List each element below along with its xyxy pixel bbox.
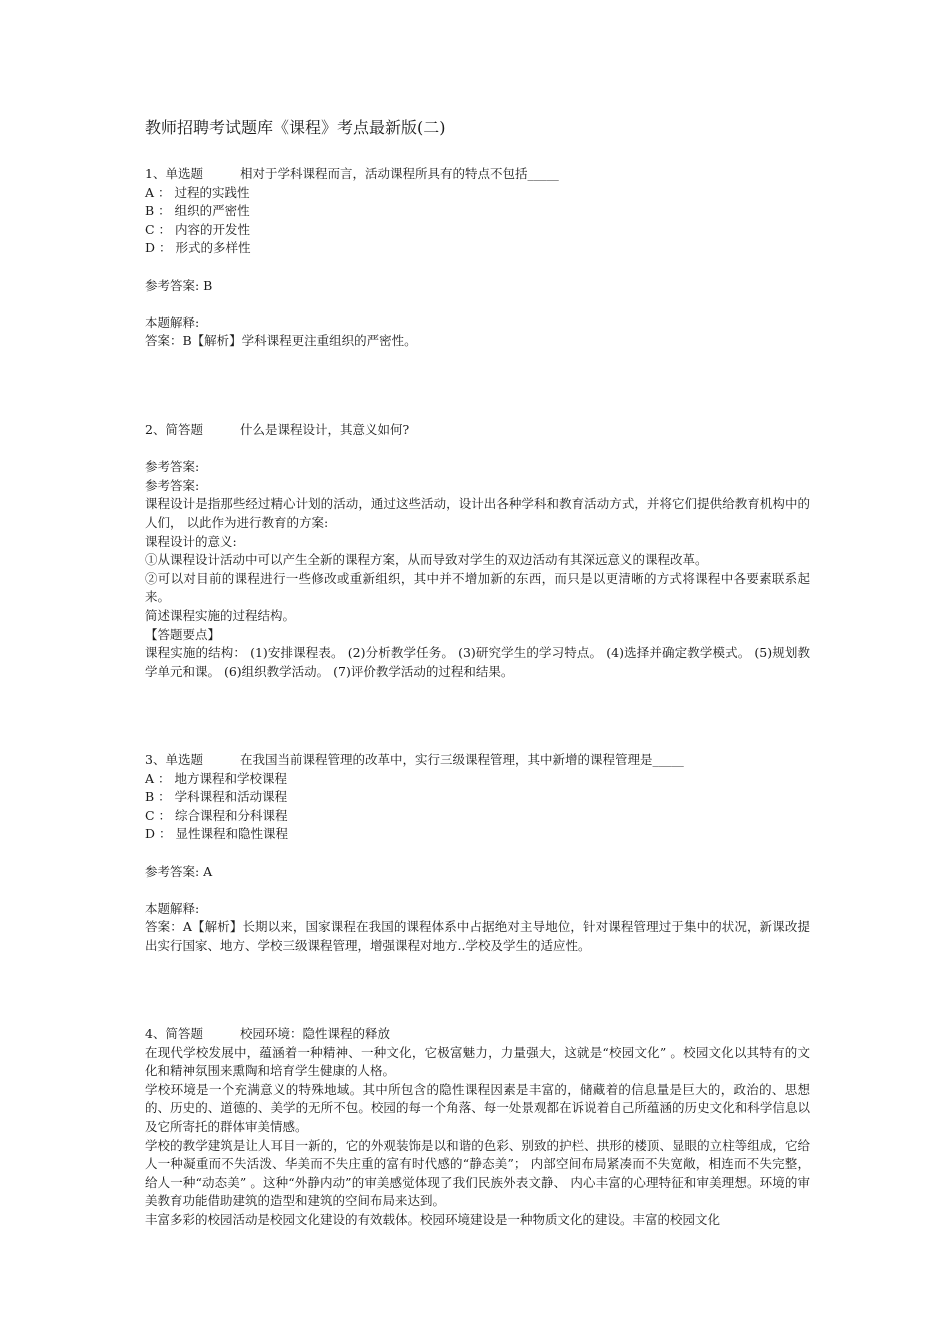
answer-line: 【答题要点】 <box>145 626 221 642</box>
document-title: 教师招聘考试题库《课程》考点最新版(二) <box>145 118 446 137</box>
answer-line: 简述课程实施的过程结构。 <box>145 607 296 623</box>
question-stem: 校园环境：隐性课程的释放 <box>240 1026 391 1041</box>
explain-label: 本题解释: <box>145 900 200 916</box>
question-header <box>145 421 810 440</box>
option-c: C ： 内容的开发性 <box>145 221 251 237</box>
question-2 <box>145 421 810 681</box>
question-stem: 在我国当前课程管理的改革中，实行三级课程管理，其中新增的课程管理是_____ <box>240 752 684 767</box>
body-paragraph: 丰富多彩的校园活动是校园文化建设的有效载体。校园环境建设是一种物质文化的建设。丰富的校园文化 <box>145 1211 721 1227</box>
body-paragraph: 在现代学校发展中，蕴涵着一种精神、一种文化，它极富魅力，力量强大，这就是“校园文化” 。校园文化以其特有的文化和精神氛围来熏陶和培育学生健康的人格。 <box>145 1044 810 1079</box>
option-d: D ： 形式的多样性 <box>145 240 251 256</box>
answer-line: 课程实施的结构： (1)安排课程表。 (2)分析教学任务。 (3)研究学生的学习特点。 (4)选择并确定教学模式。 (5)规划教学单元和课。 (6)组织教学活动。 (7)评价教学活动的过程和结果。 <box>145 645 810 679</box>
answer-line: 课程设计是指那些经过精心计划的活动，通过这些活动，设计出各种学科和教育活动方式，并将它们提供给教育机构中的人们， 以此作为进行教育的方案: <box>145 496 810 530</box>
option-b: B ： 学科课程和活动课程 <box>145 789 288 805</box>
question-4 <box>145 1025 810 1230</box>
answer-line: 课程设计的意义: <box>145 533 237 549</box>
answer-line: 参考答案: <box>145 459 200 475</box>
explain-text: 答案：A【解析】长期以来，国家课程在我国的课程体系中占据绝对主导地位，针对课程管理过于集中的状况，新课改提出实行国家、地方、学校三级课程管理，增强课程对地方..学校及学生的适应性。 <box>145 919 810 953</box>
question-type: 2、简答题 <box>145 422 203 437</box>
option-d: D ： 显性课程和隐性课程 <box>145 826 288 842</box>
question-3 <box>145 751 810 956</box>
question-stem: 什么是课程设计，其意义如何? <box>240 422 410 437</box>
option-a: A ： 过程的实践性 <box>145 184 250 200</box>
reference-answer: 参考答案: A <box>145 863 213 879</box>
question-type: 4、简答题 <box>145 1026 203 1041</box>
question-stem: 相对于学科课程而言，活动课程所具有的特点不包括_____ <box>240 166 559 181</box>
explain-label: 本题解释: <box>145 314 200 330</box>
answer-line: 参考答案: <box>145 477 200 493</box>
question-type: 3、单选题 <box>145 752 203 767</box>
reference-answer: 参考答案: B <box>145 277 213 293</box>
option-c: C ： 综合课程和分科课程 <box>145 807 288 823</box>
question-header <box>145 165 810 184</box>
answer-line: ①从课程设计活动中可以产生全新的课程方案，从而导致对学生的双边活动有其深远意义的课程改革。 <box>145 552 708 568</box>
question-header <box>145 751 810 770</box>
option-a: A ： 地方课程和学校课程 <box>145 770 287 786</box>
option-b: B ： 组织的严密性 <box>145 203 250 219</box>
answer-line: ②可以对目前的课程进行一些修改或重新组织，其中并不增加新的东西，而只是以更清晰的方式将课程中各要素联系起来。 <box>145 570 810 605</box>
body-paragraph: 学校的教学建筑是让人耳目一新的，它的外观装饰是以和谐的色彩、别致的护栏、拱形的楼顶、显眼的立柱等组成，它给人一种凝重而不失活泼、华美而不失庄重的富有时代感的“静态美”； 内部空间布局紧凑而不失宽敞，相连而不失完整，给人一种“动态美” 。这种“外静内动”的审美感觉体现了我们民族外表文静、 内心丰富的心理特征和审美理想。环境的审美教育功能借助建筑的造型和建筑的空间布局来达到。 <box>145 1137 810 1209</box>
question-type: 1、单选题 <box>145 166 203 181</box>
explain-text: 答案：B【解析】学科课程更注重组织的严密性。 <box>145 333 417 349</box>
body-paragraph: 学校环境是一个充满意义的特殊地域。其中所包含的隐性课程因素是丰富的，储藏着的信息量是巨大的，政治的、思想的、历史的、道德的、美学的无所不包。校园的每一个角落、每一处景观都在诉说着自己所蕴涵的历史文化和科学信息以及它所寄托的群体审美情感。 <box>145 1081 810 1134</box>
question-header <box>145 1025 810 1044</box>
question-1 <box>145 165 810 351</box>
